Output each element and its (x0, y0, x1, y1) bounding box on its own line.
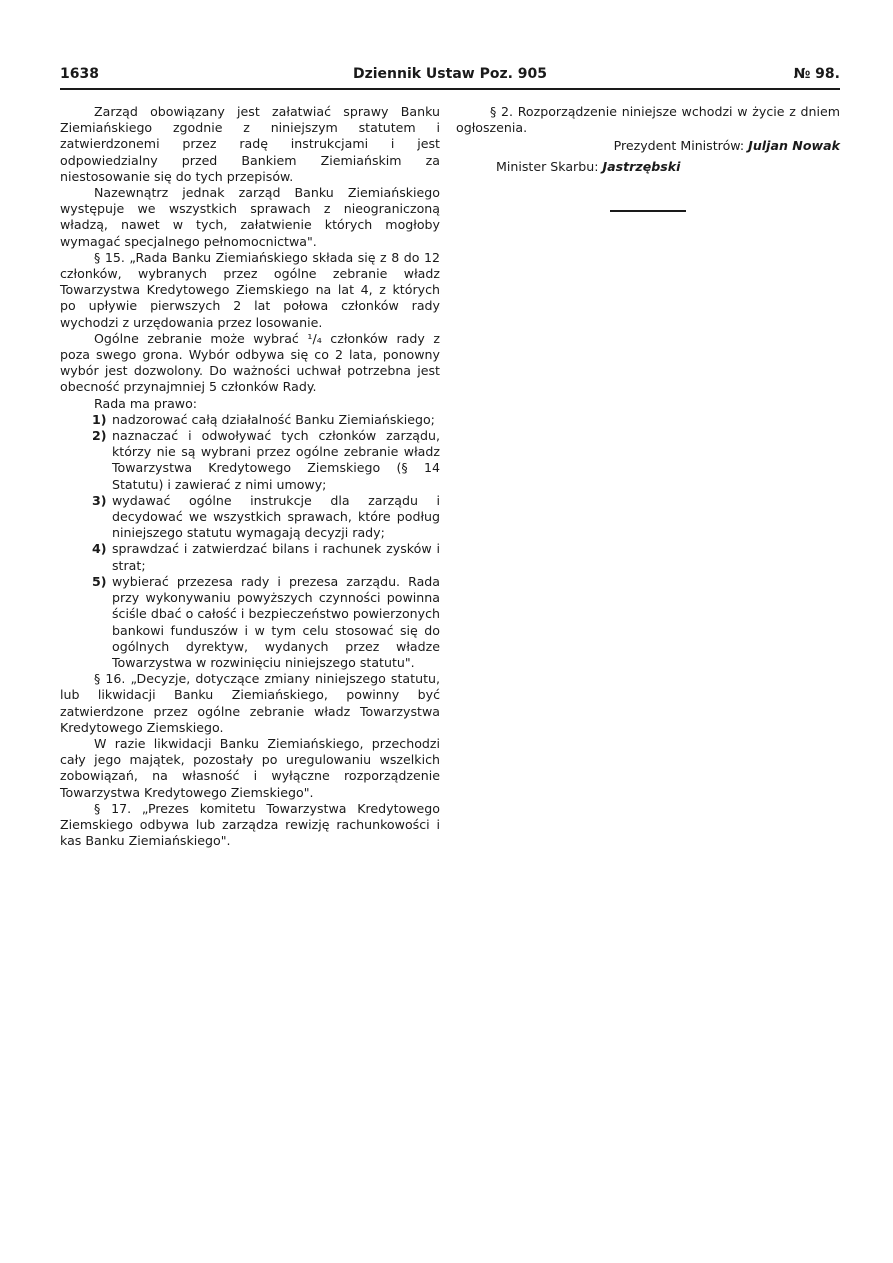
list-item-text: sprawdzać i zatwierdzać bilans i rachunek zysków i strat; (112, 541, 440, 573)
closing-rule (610, 210, 686, 212)
signature-label: Minister Skarbu: (496, 158, 599, 174)
list-item-text: wybierać przezesa rady i prezesa zarządu. Rada przy wykonywaniu powyższych czynności powinna ściśle dbać o całość i bezpieczeństwo powierzonych bankowi funduszów i w tym celu stosować się do ogólnych dyrektyw, wydanych przez władze Towarzystwa w rozwinięciu niniejszego statutu". (112, 573, 440, 670)
header-rule (60, 88, 840, 90)
list-item-number: 4) (92, 541, 107, 557)
list-item (60, 574, 440, 671)
journal-title: Dziennik Ustaw Poz. 905 (352, 66, 548, 82)
paragraph: Rada ma prawo: (94, 395, 198, 411)
list-item-number: 3) (92, 492, 107, 508)
section-16: § 16. „Decyzje, dotyczące zmiany niniejszego statutu, lub likwidacji Banku Ziemiańskiego, powinny być zatwierdzone przez ogólne zebranie władz Towarzystwa Kredytowego Ziemskiego. (60, 671, 440, 735)
signature-prime-minister (456, 138, 840, 154)
list-item-number: 5) (92, 573, 107, 589)
list-item (60, 428, 440, 493)
section-17: § 17. „Prezes komitetu Towarzystwa Kredytowego Ziemskiego odbywa lub zarządza rewizję rachunkowości i kas Banku Ziemiańskiego". (60, 800, 440, 849)
paragraph: Nazewnątrz jednak zarząd Banku Ziemiańskiego występuje we wszystkich sprawach z nieograniczoną władzą, nawet w tych, załatwienie których mogłoby wymagać specjalnego pełnomocnictwa". (60, 185, 440, 249)
list-item-text: naznaczać i odwoływać tych członków zarządu, którzy nie są wybrani przez ogólne zebranie władz Towarzystwa Kredytowego Ziemskiego (§ 14 Statutu) i zawierać z nimi umowy; (112, 428, 440, 492)
paragraph: Ogólne zebranie może wybrać ¹/₄ członków rady z poza swego grona. Wybór odbywa się co 2 lata, ponowny wybór jest dozwolony. Do ważności uchwał potrzebna jest obecność przynajmniej 5 członków Rady. (60, 330, 440, 395)
right-column (456, 104, 840, 175)
signature-treasury-minister (456, 159, 840, 175)
signature-name: Jastrzębski (602, 158, 681, 174)
paragraph: Zarząd obowiązany jest załatwiać sprawy Banku Ziemiańskiego zgodnie z niniejszym statutem i zatwierdzonemi przez radę instrukcjami i jest odpowiedzialny przed Bankiem Ziemiańskim za niestosowanie się do tych przepisów. (60, 104, 440, 184)
list-item (60, 541, 440, 573)
list-item (60, 412, 440, 428)
list-item-text: wydawać ogólne instrukcje dla zarządu i decydować we wszystkich sprawach, które podług niniejszego statutu wymagają decyzji rady; (112, 492, 440, 541)
page-header (60, 62, 840, 88)
list-item-number: 2) (92, 428, 107, 444)
section-2: § 2. Rozporządzenie niniejsze wchodzi w życie z dniem ogłoszenia. (456, 104, 840, 136)
rights-list (60, 412, 440, 671)
section-15: § 15. „Rada Banku Ziemiańskiego składa się z 8 do 12 członków, wybranych przez ogólne zebranie władz Towarzystwa Kredytowego Ziemskiego na lat 4, z których po upływie pierwszych 2 lat połowa członków rady wychodzi z urzędowania przez losowanie. (60, 249, 440, 330)
list-item (60, 493, 440, 542)
signature-name: Juljan Nowak (748, 138, 840, 154)
issue-number: № 98. (793, 66, 840, 82)
signature-label: Prezydent Ministrów: (613, 138, 745, 154)
list-item-number: 1) (92, 411, 107, 427)
paragraph: W razie likwidacji Banku Ziemiańskiego, przechodzi cały jego majątek, pozostały po uregulowaniu wszelkich zobowiązań, na własność i wyłączne rozporządzenie Towarzystwa Kredytowego Ziemskiego". (60, 735, 440, 800)
left-column (60, 104, 440, 849)
page-number: 1638 (60, 66, 99, 82)
list-item-text: nadzorować całą działalność Banku Ziemiańskiego; (112, 411, 435, 427)
